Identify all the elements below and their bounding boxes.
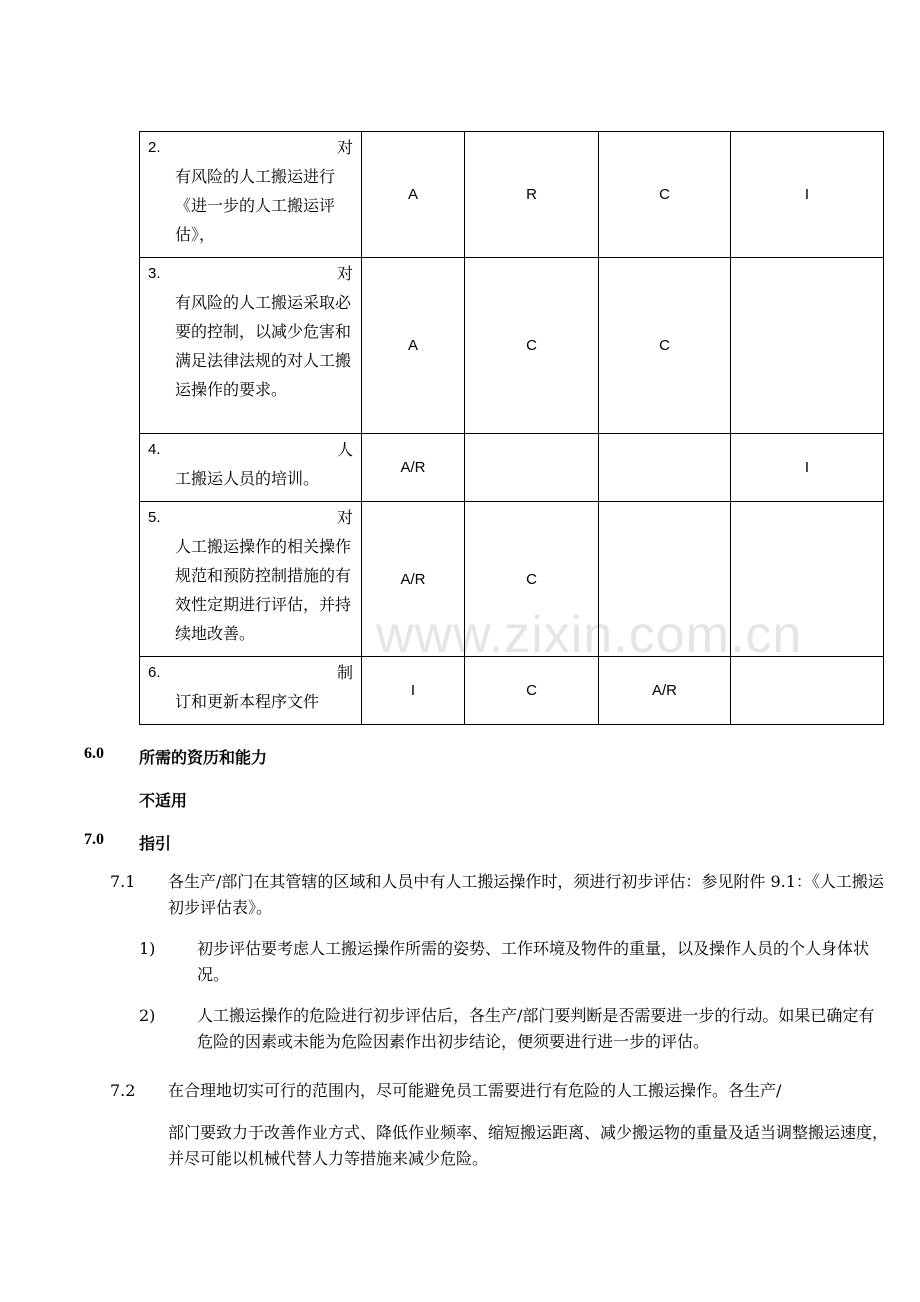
task-cell	[140, 132, 362, 258]
task-number: 4.	[148, 441, 161, 458]
list-item-number: 1)	[139, 939, 156, 958]
section-title: 指引	[139, 834, 172, 853]
task-cell	[140, 502, 362, 657]
task-first-char: 对	[336, 508, 353, 527]
raci-cell	[465, 434, 599, 502]
raci-cell: C	[599, 132, 731, 258]
watermark: www.zixin.com.cn	[376, 606, 803, 664]
task-text: 订和更新本程序文件	[175, 692, 320, 711]
task-number: 5.	[148, 509, 161, 526]
task-text: 有风险的人工搬运采取必要的控制，以减少危害和满足法律法规的对人工搬运操作的要求。	[175, 293, 352, 399]
task-text: 工搬运人员的培训。	[175, 469, 320, 488]
raci-cell: C	[465, 258, 599, 434]
table-row	[140, 132, 884, 258]
task-cell	[140, 258, 362, 434]
raci-cell: A	[362, 258, 465, 434]
task-first-char: 人	[336, 440, 353, 459]
raci-cell: C	[599, 258, 731, 434]
raci-cell: C	[465, 657, 599, 725]
list-item-number: 2)	[139, 1006, 156, 1025]
task-text: 人工搬运操作的相关操作规范和预防控制措施的有效性定期进行评估，并持续地改善。	[175, 537, 352, 643]
section-title: 所需的资历和能力	[139, 748, 268, 767]
paragraph-text: 各生产/部门在其管辖的区域和人员中有人工搬运操作时，须进行初步评估：参见附件 9.1：《人工搬运初步评估表》。	[168, 872, 884, 917]
list-item-text: 人工搬运操作的危险进行初步评估后，各生产/部门要判断是否需要进一步的行动。如果已确定有危险的因素或未能为危险因素作出初步结论，便须要进行进一步的评估。	[197, 1006, 875, 1051]
raci-cell: I	[362, 657, 465, 725]
table-row	[140, 258, 884, 434]
section-body: 不适用	[139, 791, 188, 810]
task-first-char: 对	[336, 264, 353, 283]
paragraph-number: 7.1	[110, 872, 136, 891]
section-number: 6.0	[84, 745, 104, 762]
raci-cell	[731, 657, 884, 725]
task-number: 3.	[148, 265, 161, 282]
raci-cell: A/R	[362, 502, 465, 657]
table-row	[140, 657, 884, 725]
raci-cell: I	[731, 132, 884, 258]
raci-cell	[599, 434, 731, 502]
raci-cell: R	[465, 132, 599, 258]
paragraph-number: 7.2	[110, 1081, 136, 1100]
raci-cell: A	[362, 132, 465, 258]
task-first-char: 对	[336, 138, 353, 157]
task-cell	[140, 434, 362, 502]
raci-cell: A/R	[599, 657, 731, 725]
task-text: 有风险的人工搬运进行《进一步的人工搬运评估》，	[175, 167, 336, 244]
task-number: 6.	[148, 664, 161, 681]
raci-cell	[731, 258, 884, 434]
task-first-char: 制	[336, 663, 353, 682]
raci-cell: A/R	[362, 434, 465, 502]
paragraph-text: 部门要致力于改善作业方式、降低作业频率、缩短搬运距离、减少搬运物的重量及适当调整搬运速度，并尽可能以机械代替人力等措施来减少危险。	[168, 1123, 889, 1168]
section-number: 7.0	[84, 831, 104, 848]
raci-cell: I	[731, 434, 884, 502]
task-cell	[140, 657, 362, 725]
list-item-text: 初步评估要考虑人工搬运操作所需的姿势、工作环境及物件的重量，以及操作人员的个人身体状况。	[197, 939, 870, 984]
paragraph-text: 在合理地切实可行的范围内，尽可能避免员工需要进行有危险的人工搬运操作。各生产/	[168, 1081, 782, 1100]
task-number: 2.	[148, 139, 161, 156]
raci-cell: C	[465, 502, 599, 657]
table-row	[140, 434, 884, 502]
